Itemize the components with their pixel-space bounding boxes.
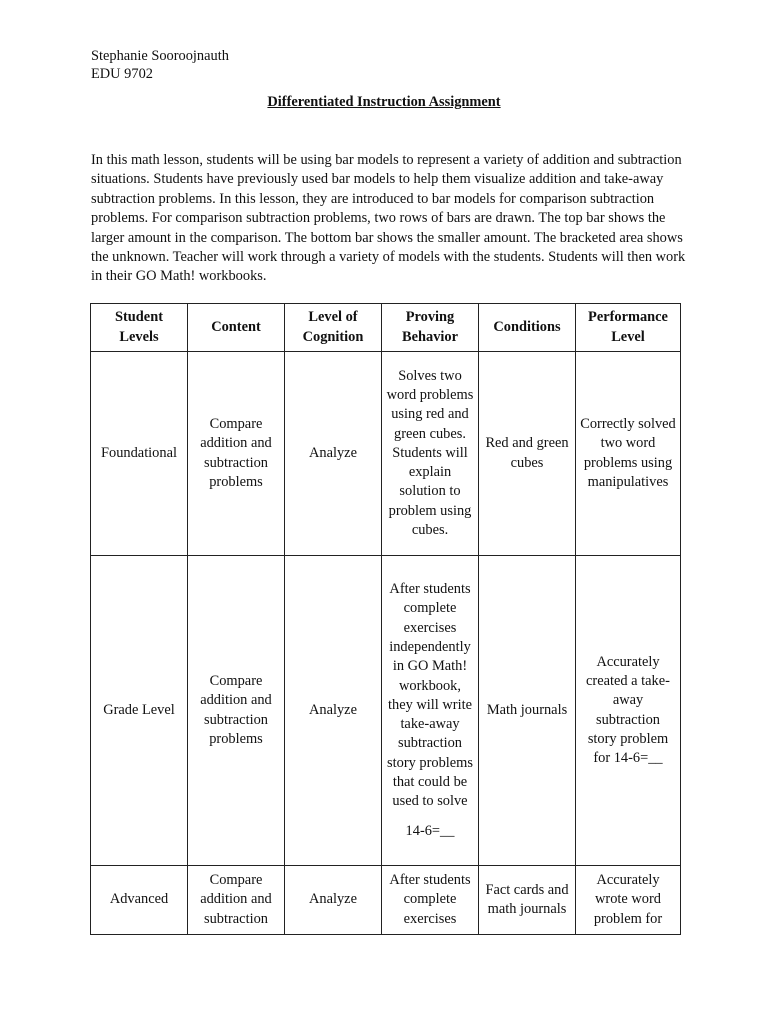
cell-content: Compare addition and subtraction xyxy=(188,866,285,935)
cell-behavior xyxy=(382,866,479,935)
course-code: EDU 9702 xyxy=(91,66,153,82)
header-conditions: Conditions xyxy=(479,304,576,352)
cell-content: Compare addition and subtraction problems xyxy=(188,556,285,866)
cell-performance: Accurately created a take-away subtraction story problem for 14-6=__ xyxy=(576,556,681,866)
header-student-levels: Student Levels xyxy=(91,304,188,352)
table-row-foundational xyxy=(91,352,681,556)
cell-level: Advanced xyxy=(91,866,188,935)
cell-cognition: Analyze xyxy=(285,866,382,935)
differentiation-table xyxy=(90,303,681,935)
cell-level: Grade Level xyxy=(91,556,188,866)
cell-cognition: Analyze xyxy=(285,556,382,866)
cell-conditions: Fact cards and math journals xyxy=(479,866,576,935)
header-level-of-cognition: Level of Cognition xyxy=(285,304,382,352)
cell-conditions: Math journals xyxy=(479,556,576,866)
cell-performance: Correctly solved two word problems using manipulatives xyxy=(576,352,681,556)
table-row-grade-level xyxy=(91,556,681,866)
table-row-advanced xyxy=(91,866,681,935)
cell-cognition: Analyze xyxy=(285,352,382,556)
cell-conditions: Red and green cubes xyxy=(479,352,576,556)
cell-level: Foundational xyxy=(91,352,188,556)
cell-behavior-text: After students complete exercises independently in GO Math! workbook, they will write take-away subtraction story problems that could be used to solve xyxy=(387,581,473,810)
cell-content: Compare addition and subtraction problems xyxy=(188,352,285,556)
header-performance-level: Performance Level xyxy=(576,304,681,352)
cell-performance: Accurately wrote word problem for xyxy=(576,866,681,935)
intro-paragraph: In this math lesson, students will be using bar models to represent a variety of addition and subtraction situations. Students have previously used bar models to help them visualize addition and take-away subtraction problems. In this lesson, they are introduced to bar models for comparison subtraction problems. For comparison subtraction problems, two rows of bars are drawn. The top bar shows the larger amount in the comparison. The bottom bar shows the smaller amount. The bracketed area shows the unknown. Teacher will work through a variety of models with the students. Students will then work in their GO Math! workbooks. xyxy=(91,152,686,285)
cell-behavior-text: Solves two word problems using red and green cubes. Students will explain solution to problem using cubes. xyxy=(386,367,474,539)
cell-behavior-equation: 14-6=__ xyxy=(405,822,455,839)
cell-behavior xyxy=(382,556,479,866)
table-header-row xyxy=(91,304,681,352)
cell-behavior-text: After students complete exercises xyxy=(389,872,471,927)
cell-behavior xyxy=(382,352,479,556)
document-title: Differentiated Instruction Assignment xyxy=(267,94,501,110)
author-name: Stephanie Sooroojnauth xyxy=(91,48,229,64)
header-proving-behavior: Proving Behavior xyxy=(382,304,479,352)
header-content: Content xyxy=(188,304,285,352)
